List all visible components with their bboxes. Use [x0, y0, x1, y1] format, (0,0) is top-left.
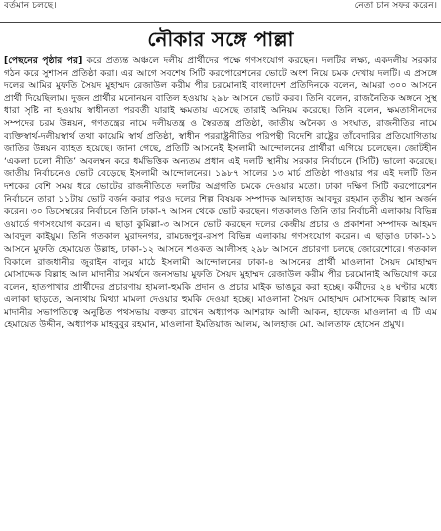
previous-article-fragment — [0, 0, 441, 23]
fragment-left-text: বর্তমান চলছে। — [4, 0, 57, 11]
continuation-marker: [পেছনের পৃষ্ঠার পর] — [4, 55, 83, 66]
article-body — [0, 55, 441, 332]
article-headline: নৌকার সঙ্গে পাল্লা — [147, 27, 294, 51]
article-paragraph-text: করে প্রত্যন্ত অঞ্চলে দলীয় প্রার্থীদের পক্ষে গণসংযোগ করছেন। দলটির লক্ষ্য, একদলীয় সরকার গঠন করে সুশাসন প্রতিষ্ঠা করা। এর আগে সবশেষ সিটি করপোরেশনের ভোটে অংশ নিয়ে চমক দেখায় দলটি। এ প্রসঙ্গে দলের আমির মুফতি সৈয়দ মুহাম্মদ রেজাউল করীম পীর চরমোনাই বাংলাদেশ প্রতিদিনকে বলেন, আমরা ৩০০ আসনে প্রার্থী দিয়েছিলাম। দুজন প্রার্থীর মনোনয়ন বাতিল হওয়ায় ২৯৮ আসনে ভোট করব। তিনি বলেন, রাজনৈতিক অঙ্গনে সুস্থ ধারা সৃষ্টি না হওয়ায় স্বাধীনতা পরবর্তী যারাই ক্ষমতায় এসেছে তারাই অনিয়ম করেছে। তিনি বলেন, ক্ষমতাসীনদের সম্পদের চরম উন্নয়ন, গণতন্ত্রের নামে দলীয়তন্ত্র ও স্বৈরতন্ত্র প্রতিষ্ঠা, জাতীয় অনৈক্য ও সংঘাত, রাজনীতির নামে ব্যক্তিস্বার্থ-দলীয়স্বার্থ তথা কায়েমি স্বার্থ প্রতিষ্ঠা, স্বাধীন পররাষ্ট্রনীতির পরিপন্থী বিদেশি রাষ্ট্রের তাঁবেদারির প্রতিযোগিতায় জাতির উন্নয়ন ব্যাহত হয়েছে। জানা গেছে, প্রতিটি আসনেই ইসলামী আন্দোলনের প্রার্থীরা এগিয়ে চলেছেন। জোটহীন ‘একলা চলো নীতি’ অবলম্বন করে ধর্মভিত্তিক অন্যতম প্রধান এই দলটি স্থানীয় সরকার নির্বাচনে (সিটি) ভালো করেছে। জাতীয় নির্বাচনেও ভোট বেড়েছে ইসলামী আন্দোলনের। ১৯৮৭ সালের ১৩ মার্চ প্রতিষ্ঠা পাওয়ার পর এই দলটি তিন দশকের বেশি সময় ধরে ভোটের রাজনীতিতে দলটির অগ্রগতি চমকে দেওয়ার মতো। ঢাকা দক্ষিণ সিটি করপোরেশন নির্বাচনে তারা ১১টায় ভোট বর্জন করার পরও দলের শিল্প বিষয়ক সম্পাদক আলহাজ আবদুর রহমান তৃতীয় স্থান অর্জন করেন। ৩০ ডিসেম্বরের নির্বাচনে তিনি ঢাকা-৭ আসন থেকে ভোট করছেন। গতকালও তিনি তার নির্বাচনী এলাকায় বিভিন্ন ওয়ার্ডে গণসংযোগ করেন। এ ছাড়া কুমিল্লা-৩ আসনে ভোট করছেন দলের কেন্দ্রীয় প্রচার ও প্রকাশনা সম্পাদক আহমদ আবদুল কাইয়ুম। তিনি গতকাল মুরাদনগর, রামচন্দ্রপুর-রসপ বিভিন্ন এলাকায় গণসংযোগ করেন। এ ছাড়াও ঢাকা-১১ আসনে মুফতি হেমায়েত উল্লাহ, ঢাকা-১২ আসনে শওকত আলীসহ ২৯৮ আসনে প্রচারণা চলছে জোরেশোরে। গতকাল বিকালে রাজধানীর জুরাইন বালুর মাঠে ইসলামী আন্দোলনের ঢাকা-৪ আসনের প্রার্থী মাওলানা সৈয়দ মোহাম্মদ মোসাদ্দেক বিল্লাহ আল মাদানীর সমর্থনে জনসভায় মুফতি সৈয়দ মুহাম্মদ রেজাউল করীম পীর চরমোনাই অভিযোগ করে বলেন, হাতপাখার প্রার্থীদের প্রচারণায় হামলা-হুমকি প্রদান ও প্রচার মাইক ভাঙচুর করা হচ্ছে। কর্মীদের ২৪ ঘণ্টার মধ্যে এলাকা ছাড়তে, অন্যথায় মিথ্যা মামলা দেওয়ার হুমকি দেওয়া হচ্ছে। মাওলানা সৈয়দ মোহাম্মদ মোসাদ্দেক বিল্লাহ আল মাদানীর সভাপতিত্বে অনুষ্ঠিত পথসভায় বক্তব্য রাখেন অধ্যাপক আশরাফ আলী আকন, হাফেজ মাওলানা এ টি এম হেমায়েত উদ্দীন, অধ্যাপক মাহবুবুর রহমান, মাওলানা ইমতিয়াজ আলম, আলহাজ মো. আলতাফ হোসেন প্রমুখ। — [4, 55, 437, 331]
article-paragraph — [4, 55, 437, 332]
fragment-right-text: নেতা চান সফর করেন। — [354, 0, 437, 11]
